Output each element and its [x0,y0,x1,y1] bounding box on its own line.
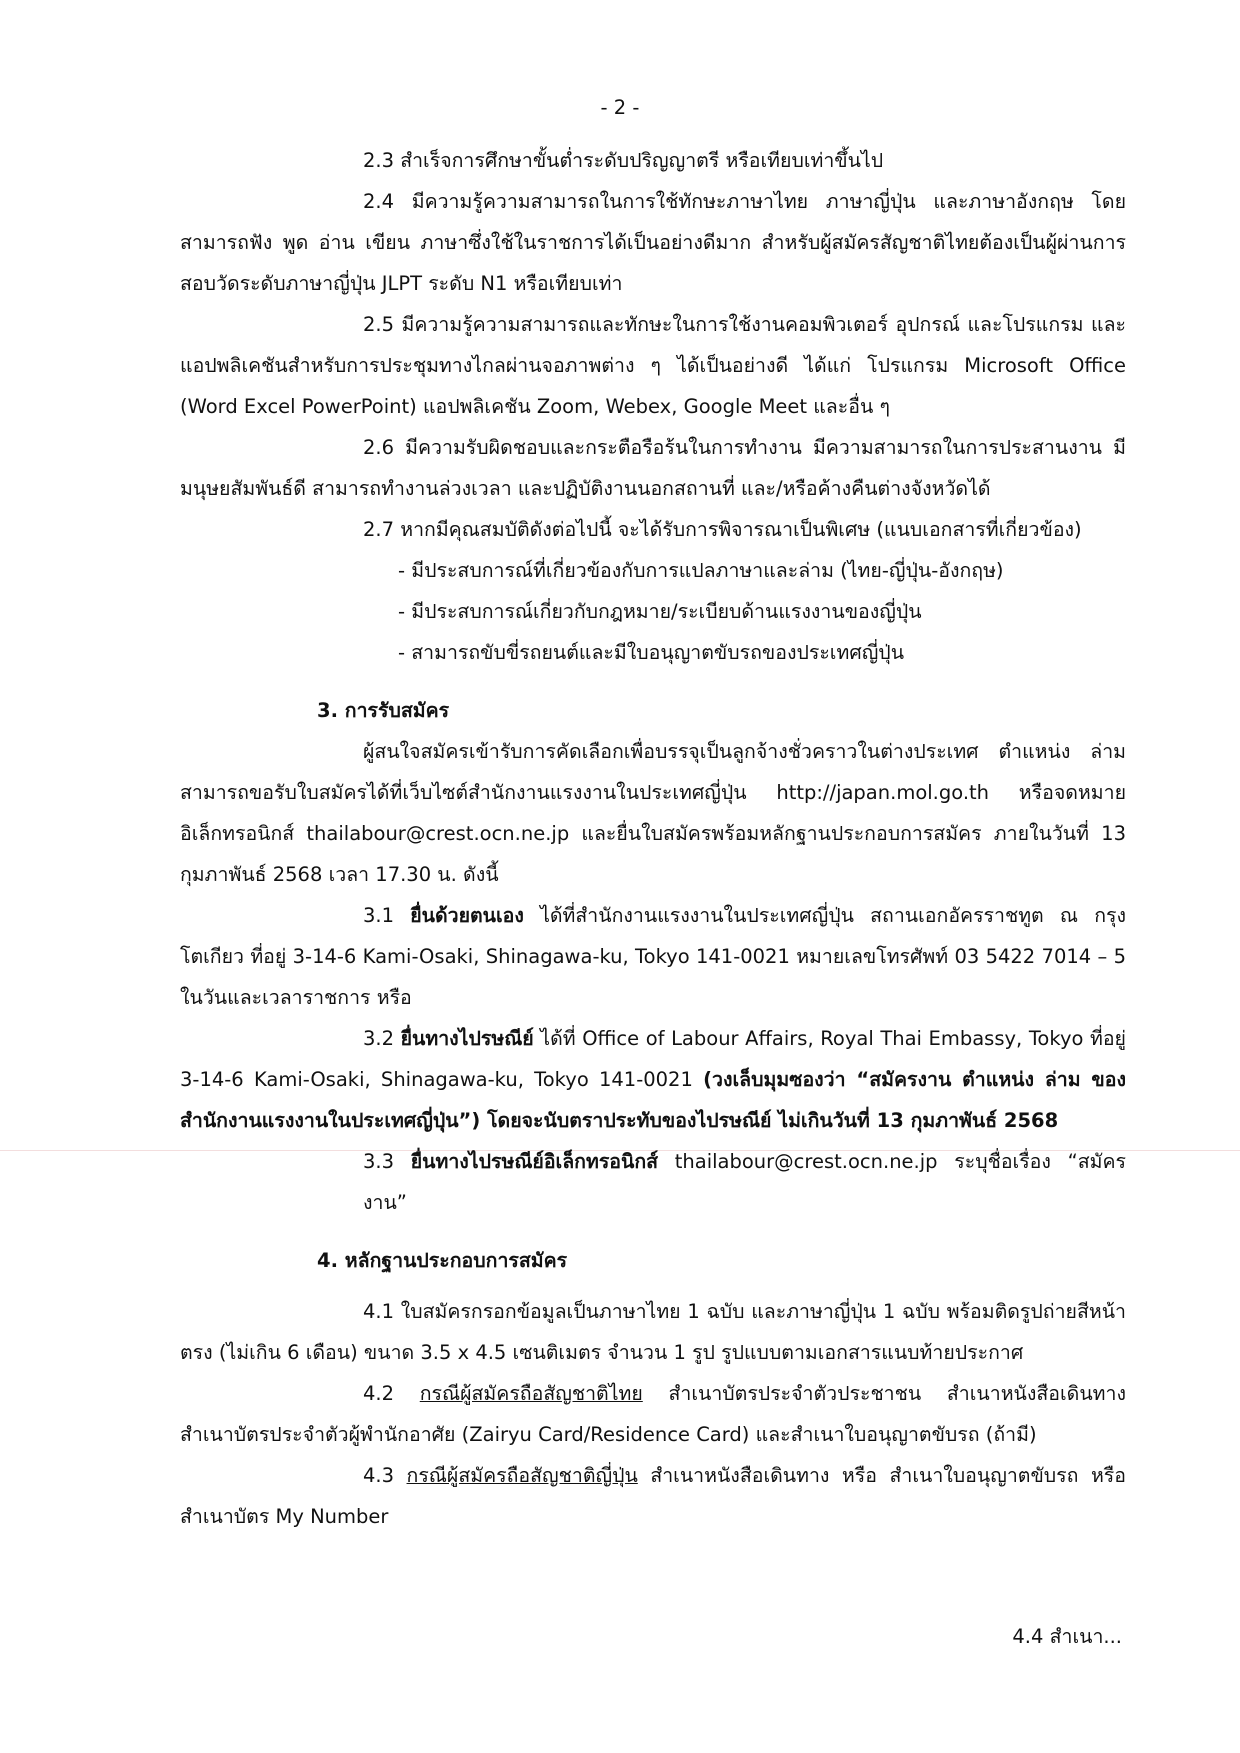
page-number: - 2 - [600,96,640,119]
clause-underlined-label: กรณีผู้สมัครถือสัญชาติญี่ปุ่น [406,1464,638,1487]
clause-bold-label: ยื่นทางไปรษณีย์อิเล็กทรอนิกส์ [410,1150,659,1173]
clause-underlined-label: กรณีผู้สมัครถือสัญชาติไทย [419,1382,643,1405]
clause-bold-note: (วงเล็บมุมซองว่า “สมัครงาน ตำแหน่ง ล่าม ของสำนักงานแรงงานในประเทศญี่ปุ่น”) โดยจะนับตราประทับของไปรษณีย์ ไม่เกินวันที่ 13 กุมภาพันธ์ 2568 [180,1068,1126,1132]
clause-text: ได้ที่สำนักงานแรงงานในประเทศญี่ปุ่น สถานเอกอัครราชทูต ณ กรุงโตเกียว ที่อยู่ 3-14-6 Kami-Osaki, Shinagawa-ku, Tokyo 141-0021 หมายเลขโทรศัพท์ 03 5422 7014 – 5 ในวันและเวลาราชการ หรือ [180,904,1126,1009]
clause-number: 3.3 [363,1150,411,1173]
clause-number: 4.2 [363,1382,420,1405]
document-body [180,140,1126,1537]
clause-number: 3.1 [363,904,411,927]
section-heading-4: 4. หลักฐานประกอบการสมัคร [317,1249,568,1272]
list-item: - มีประสบการณ์เกี่ยวกับกฎหมาย/ระเบียบด้านแรงงานของญี่ปุ่น [398,600,922,623]
clause-4-2 [180,1373,1126,1455]
list-item: - สามารถขับขี่รถยนต์และมีใบอนุญาตขับรถของประเทศญี่ปุ่น [398,641,905,664]
clause-bold-label: ยื่นทางไปรษณีย์ [400,1027,534,1050]
clause-2-6: 2.6 มีความรับผิดชอบและกระตือรือร้นในการทำงาน มีความสามารถในการประสานงาน มีมนุษยสัมพันธ์ดี สามารถทำงานล่วงเวลา และปฏิบัติงานนอกสถานที่ และ/หรือค้างคืนต่างจังหวัดได้ [180,436,1126,500]
clause-3-intro: ผู้สนใจสมัครเข้ารับการคัดเลือกเพื่อบรรจุเป็นลูกจ้างชั่วคราวในต่างประเทศ ตำแหน่ง ล่าม สามารถขอรับใบสมัครได้ที่เว็บไซต์สำนักงานแรงงานในประเทศญี่ปุ่น http://japan.mol.go.th หรือจดหมายอิเล็กทรอนิกส์ thailabour@crest.ocn.ne.jp และยื่นใบสมัครพร้อมหลักฐานประกอบการสมัคร ภายในวันที่ 13 กุมภาพันธ์ 2568 เวลา 17.30 น. ดังนี้ [180,740,1126,886]
clause-3-3 [180,1141,1126,1223]
list-item: - มีประสบการณ์ที่เกี่ยวข้องกับการแปลภาษาและล่าม (ไทย-ญี่ปุ่น-อังกฤษ) [398,559,1004,582]
section-heading-3: 3. การรับสมัคร [317,699,450,722]
clause-text: สำเนาหนังสือเดินทาง หรือ สำเนาใบอนุญาตขับรถ หรือ สำเนาบัตร My Number [180,1464,1126,1528]
clause-2-4: 2.4 มีความรู้ความสามารถในการใช้ทักษะภาษาไทย ภาษาญี่ปุ่น และภาษาอังกฤษ โดยสามารถฟัง พูด อ่าน เขียน ภาษาซึ่งใช้ในราชการได้เป็นอย่างดีมาก สำหรับผู้สมัครสัญชาติไทยต้องเป็นผู้ผ่านการสอบวัดระดับภาษาญี่ปุ่น JLPT ระดับ N1 หรือเทียบเท่า [180,190,1126,295]
clause-2-7: 2.7 หากมีคุณสมบัติดังต่อไปนี้ จะได้รับการพิจารณาเป็นพิเศษ (แนบเอกสารที่เกี่ยวข้อง) [363,518,1082,541]
clause-3-1 [180,895,1126,1018]
clause-text: ได้ที่ Office of Labour Affairs, Royal Thai Embassy, Tokyo ที่อยู่ 3-14-6 Kami-Osaki, Shinagawa-ku, Tokyo 141-0021 [180,1027,1126,1091]
clause-bold-label: ยื่นด้วยตนเอง [410,904,524,927]
clause-text: สำเนาบัตรประจำตัวประชาชน สำเนาหนังสือเดินทาง สำเนาบัตรประจำตัวผู้พำนักอาศัย (Zairyu Card/Residence Card) และสำเนาใบอนุญาตขับรถ (ถ้ามี) [180,1382,1126,1446]
clause-number: 3.2 [363,1027,401,1050]
continuation-note: 4.4 สำเนา... [1012,1625,1122,1648]
clause-number: 4.3 [363,1464,407,1487]
clause-text: thailabour@crest.ocn.ne.jp ระบุชื่อเรื่อง “สมัครงาน” [363,1150,1126,1214]
clause-4-3 [180,1455,1126,1537]
clause-2-3: 2.3 สำเร็จการศึกษาขั้นต่ำระดับปริญญาตรี หรือเทียบเท่าขึ้นไป [363,149,884,172]
clause-3-2 [180,1018,1126,1141]
clause-4-1: 4.1 ใบสมัครกรอกข้อมูลเป็นภาษาไทย 1 ฉบับ และภาษาญี่ปุ่น 1 ฉบับ พร้อมติดรูปถ่ายสีหน้าตรง (ไม่เกิน 6 เดือน) ขนาด 3.5 x 4.5 เซนติเมตร จำนวน 1 รูป รูปแบบตามเอกสารแนบท้ายประกาศ [180,1300,1126,1364]
clause-2-5: 2.5 มีความรู้ความสามารถและทักษะในการใช้งานคอมพิวเตอร์ อุปกรณ์ และโปรแกรม และแอปพลิเคชันสำหรับการประชุมทางไกลผ่านจอภาพต่าง ๆ ได้เป็นอย่างดี ได้แก่ โปรแกรม Microsoft Office (Word Excel PowerPoint) แอปพลิเคชัน Zoom, Webex, Google Meet และอื่น ๆ [180,313,1126,418]
